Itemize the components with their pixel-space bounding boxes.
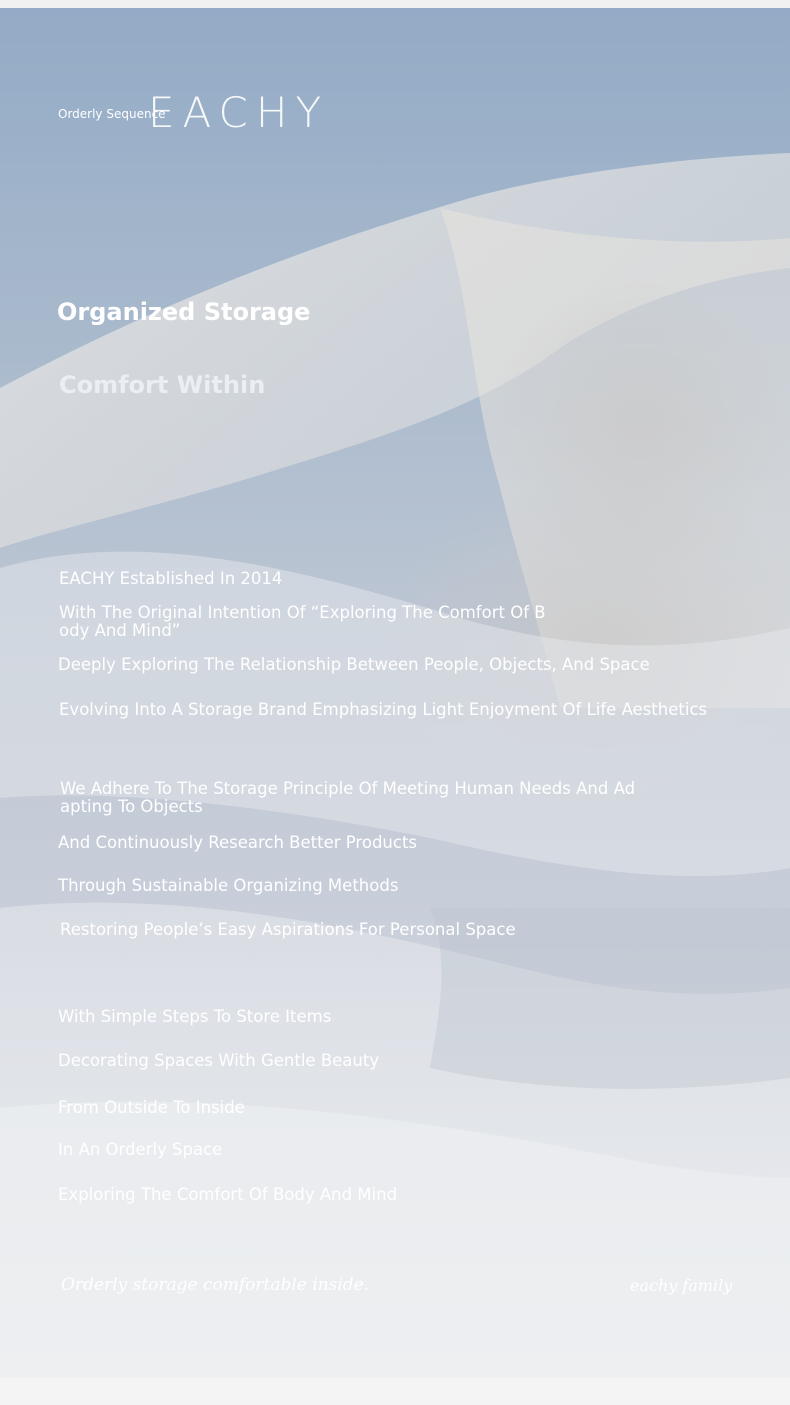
- brand-tagline: Orderly Sequence: [58, 107, 166, 121]
- paragraph-line: With Simple Steps To Store Items: [58, 1007, 332, 1026]
- bottom-strip: [0, 1378, 790, 1405]
- paragraph-line: We Adhere To The Storage Principle Of Meeting Human Needs And Adapting To Objects: [60, 779, 636, 816]
- paragraph-line: Through Sustainable Organizing Methods: [58, 876, 399, 895]
- paragraph-line: And Continuously Research Better Products: [58, 833, 418, 852]
- footer-slogan: Orderly storage comfortable inside.: [61, 1275, 370, 1295]
- hero-banner: [0, 8, 790, 1378]
- paragraph-line: In An Orderly Space: [58, 1140, 223, 1159]
- brand-logo[interactable]: EACHY: [148, 88, 330, 137]
- paragraph-line: Evolving Into A Storage Brand Emphasizing Light Enjoyment Of Life Aesthetics: [59, 700, 708, 719]
- top-strip: [0, 0, 790, 8]
- fabric-background-image: [0, 8, 790, 1378]
- paragraph-line: With The Original Intention Of “Exploring The Comfort Of Body And Mind”: [59, 603, 546, 640]
- headline-title: Organized Storage: [57, 298, 311, 326]
- paragraph-line: Restoring People’s Easy Aspirations For Personal Space: [60, 920, 516, 939]
- paragraph-line: EACHY Established In 2014: [59, 569, 283, 588]
- paragraph-line: Deeply Exploring The Relationship Between People, Objects, And Space: [58, 655, 650, 674]
- headline-subtitle: Comfort Within: [59, 371, 266, 399]
- paragraph-line: Decorating Spaces With Gentle Beauty: [58, 1051, 380, 1070]
- paragraph-line: From Outside To Inside: [58, 1098, 245, 1117]
- footer-signature: eachy family: [630, 1276, 733, 1295]
- paragraph-line: Exploring The Comfort Of Body And Mind: [58, 1185, 398, 1204]
